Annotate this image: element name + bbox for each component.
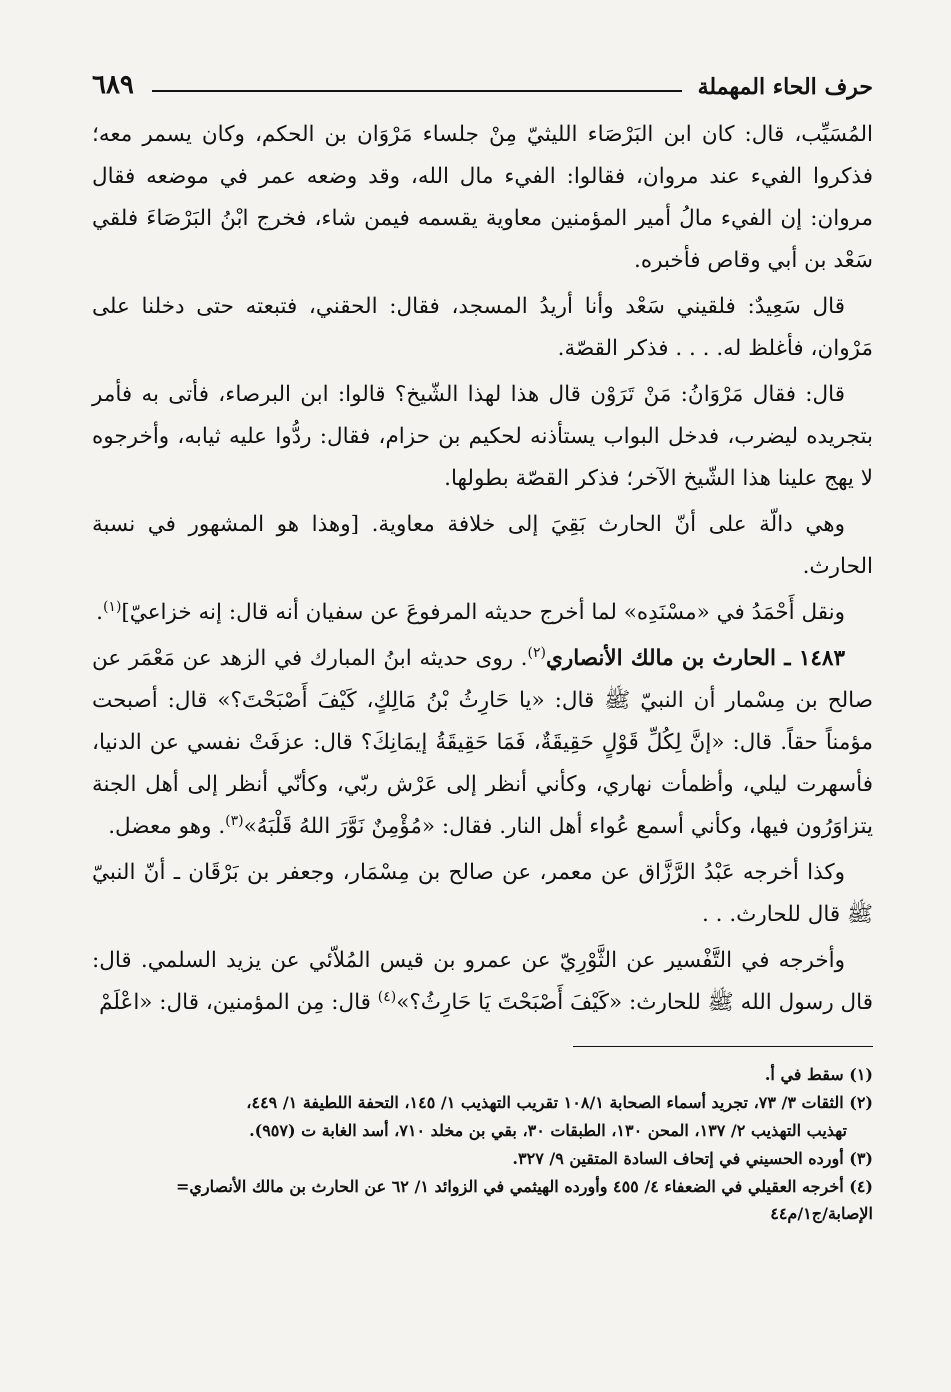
footnote-marker-2: (٢) [527, 644, 546, 661]
paragraph-5-end: . [96, 600, 103, 625]
footnote-marker-3: (٣) [225, 812, 244, 829]
main-text [92, 114, 873, 1024]
footnote-3: (٣) أورده الحسيني في إتحاف السادة المتقين ٩/ ٣٢٧. [512, 1149, 873, 1168]
running-title: حرف الحاء المهملة [697, 74, 873, 100]
paragraph-1: المُسَيِّب، قال: كان ابن البَرْصَاء الليثيّ مِنْ جلساء مَرْوَان بن الحكم، وكان يسمر معه؛ فذكروا الفيء عند مروان، فقالوا: الفيء مال الله، وقد وضعه عمر في موضعه فقال مروان: إن الفيء مالُ أمير المؤمنين معاوية يقسمه فيمن شاء، فخرج ابْنُ البَرْصَاءَ فلقي سَعْد بن أبي وقاص فأخبره. [92, 122, 873, 273]
footnote-marker-1: (١) [102, 598, 122, 615]
entry-text: . روى حديثه ابنُ المبارك في الزهد عن مَعْمَر عن صالح بن مِسْمار أن النبيّ ﷺ قال: «يا حَارِثُ بْنُ مَالِكٍ، كَيْفَ أَصْبَحْتَ؟» قال: أصبحت مؤمناً حقاً. قال: «إنَّ لِكُلِّ قَوْلٍ حَقِيقَةٌ، فَمَا حَقِيقَةُ إيمَانِكَ؟ قال: عزفَتْ نفسي عن الدنيا، فأسهرت ليلي، وأظمأت نهاري، وكأني أنظر إلى عَرْش ربّي، وكأنّي أنظر إلى أهل الجنة يتزاوَرُون فيها، وكأني أسمع عُواء أهل النار. فقال: «مُؤْمِنٌ نَوَّرَ اللهُ قَلْبَهُ» [92, 646, 873, 839]
paragraph-tafsir-text: وأخرجه في التَّفْسير عن الثَّوْرِيّ عن عمرو بن قيس المُلاّئي عن يزيد السلمي. قال: قال رسول الله ﷺ للحارث: «كَيْفَ أَصْبَحْتَ يَا حَارِثُ؟» [92, 948, 873, 1015]
page-number: ٦٨٩ [92, 70, 134, 100]
footnote-2: (٢) الثقات ٣/ ٧٣، تجريد أسماء الصحابة ١٠٨/١ تقريب التهذيب ١/ ١٤٥، التحفة اللطيفة ١/ ٤٤٩، [246, 1093, 873, 1112]
footnote-1: (١) سقط في أ. [764, 1065, 873, 1084]
paragraph-5-text: ونقل أَحْمَدُ في «مسْنَدِه» لما أخرج حديثه المرفوعَ عن سفيان أنه قال: إنه خزاعيّ] [121, 600, 845, 625]
footnote-2-continued: تهذيب التهذيب ٢/ ١٣٧، المحن ١٣٠، الطبقات ٣٠، بقي بن مخلد ٧١٠، أسد الغابة ت (٩٥٧). [249, 1121, 847, 1140]
footnotes [92, 1061, 873, 1201]
paragraph-2: قال سَعِيدٌ: فلقيني سَعْد وأنا أريدُ المسجد، فقال: الحقني، فتبعته حتى دخلنا على مَرْوان، فأغلظ له. . . . فذكر القصّة. [92, 294, 873, 361]
printer-signature: الإصابة/ج١/م٤٤ [770, 1204, 873, 1223]
paragraph-5 [92, 592, 873, 634]
entry-text-end: . وهو معضل. [108, 814, 226, 839]
footnote-separator [573, 1046, 873, 1047]
entry-1483 [92, 638, 873, 848]
paragraph-tafsir-end: قال: مِن المؤمنين، قال: «اعْلَمْ [99, 990, 378, 1015]
paragraph-tafsir [92, 940, 873, 1024]
paragraph-abdurrazzaq: وكذا أخرجه عَبْدُ الرَّزَّاق عن معمر، عن صالح بن مِسْمَار، وجعفر بن بَرْقَان ـ أنّ النبيّ ﷺ قال للحارث. . . [92, 860, 873, 927]
header-rule [152, 90, 682, 92]
footnote-marker-4: (٤) [377, 988, 397, 1005]
paragraph-3: قال: فقال مَرْوَانُ: مَنْ تَرَوْن قال هذا لهذا الشّيخ؟ قالوا: ابن البرصاء، فأتى به فأمر بتجريده ليضرب، فدخل البواب يستأذنه لحكيم بن حزام، فقال: ردُّوا عليه ثيابه، وأخرجوه لا يهج علينا هذا الشّيخ الآخر؛ فذكر القصّة بطولها. [92, 382, 873, 491]
footnote-4: (٤) أخرجه العقيلي في الضعفاء ٤/ ٤٥٥ وأورده الهيثمي في الزوائد ١/ ٦٢ عن الحارث بن مالك الأنصاري= [175, 1177, 873, 1196]
paragraph-4: وهي دالّة على أنّ الحارث بَقِيَ إلى خلافة معاوية. [وهذا هو المشهور في نسبة الحارث. [92, 512, 873, 579]
entry-heading: ١٤٨٣ ـ الحارث بن مالك الأنصاري [546, 646, 846, 671]
page-header [92, 58, 873, 100]
